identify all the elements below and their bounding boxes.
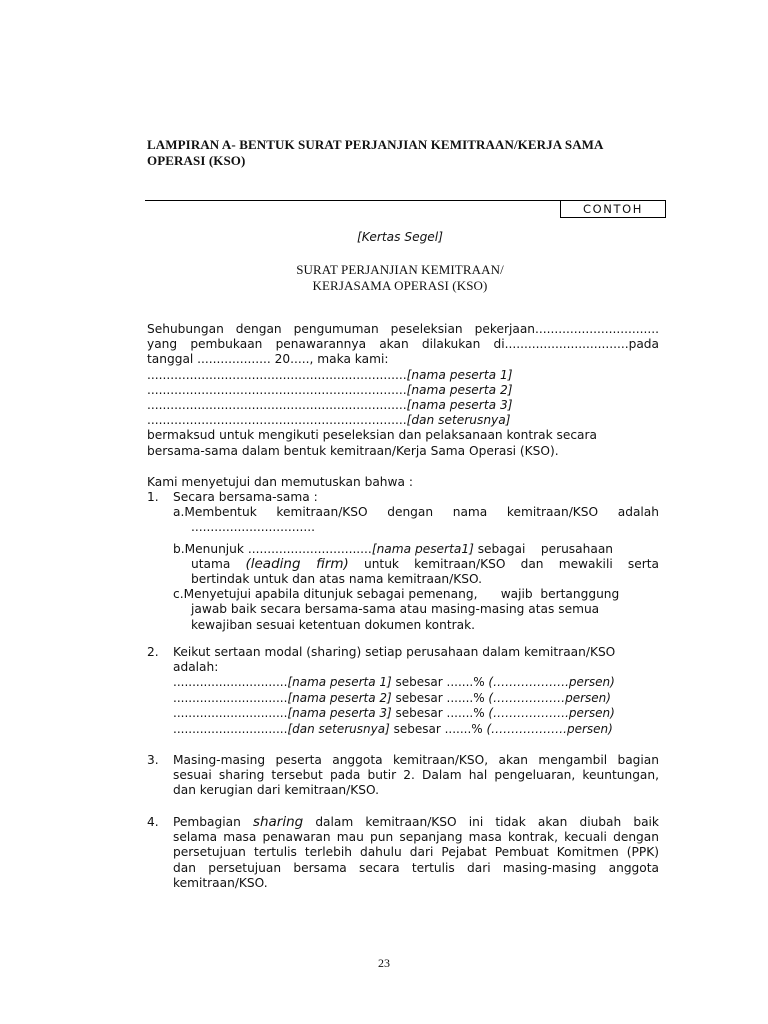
appendix-title-line2: OPERASI (KSO) [147,153,246,168]
participant-label: [dan seterusnya] [406,413,511,428]
item1-b-pre: b.Menunjuk ................................ [173,541,372,556]
item4-italic: sharing [252,814,304,830]
participant-line [147,413,659,428]
participant-label: [nama peserta 3] [406,398,513,413]
intro-line2: yang pembukaan penawarannya akan dilakukan di................................pada [147,337,659,352]
contoh-box: CONTOH [560,200,666,218]
share-label: [nama peserta 1] [287,675,392,690]
share-dots: .............................. [173,706,288,721]
item1-b-post: sebagai perusahaan [473,541,614,556]
participant-label: [nama peserta 2] [406,382,513,397]
item1-b-label: [nama peserta1] [371,541,474,556]
participant-dots: ................................................................... [147,398,407,413]
share-dots: .............................. [173,675,288,690]
appendix-title-line1: LAMPIRAN A- BENTUK SURAT PERJANJIAN KEMITRAAN/KERJA SAMA [147,137,604,152]
item4-number: 4. [147,815,159,829]
share-words: (……………….persen) [482,721,613,736]
document-title-line2: KERJASAMA OPERASI (KSO) [312,278,488,293]
document-title [230,262,570,294]
item3-body [173,753,659,799]
item1-c-line2: jawab baik secara bersama-sama atau masing-masing atas semua [191,602,600,617]
document-title-line1: SURAT PERJANJIAN KEMITRAAN/ [296,262,504,277]
item4-pre: Pembagian [173,815,253,829]
share-line [173,722,659,738]
share-label: [nama peserta 2] [287,690,392,705]
share-line [173,691,659,707]
item3-line2: sesuai sharing tersebut pada butir 2. Dalam hal pengeluaran, keuntungan, [173,768,659,783]
item1-b2-pre: utama [191,556,246,571]
participant-dots: ................................................................... [147,413,407,428]
intro-paragraph [147,322,659,459]
share-label: [nama peserta 3] [287,706,392,721]
item1-text: Secara bersama-sama : [173,490,318,504]
kertas-segel-note: [Kertas Segel] [357,230,443,244]
participant-line [147,383,659,398]
participant-line [147,398,659,413]
share-percent: sebesar .......% [389,721,483,736]
item1-b-line1 [173,542,659,557]
item1-a-line1: a.Membentuk kemitraan/KSO dengan nama kemitraan/KSO adalah [173,505,659,520]
share-words: (……………….persen) [484,675,615,690]
item3-number: 3. [147,753,159,767]
item1-b-line2 [173,557,659,572]
item4-post: dalam kemitraan/KSO ini tidak akan diubah baik [303,815,659,829]
item3-line3: dan kerugian dari kemitraan/KSO. [173,783,379,798]
share-line [173,706,659,722]
item4-body [173,815,659,891]
participant-dots: ................................................................... [147,367,407,382]
item4-line3: persetujuan tertulis terlebih dahulu dari Pejabat Pembuat Komitmen (PPK) [173,845,659,860]
purpose-line2: bersama-sama dalam bentuk kemitraan/Kerja Sama Operasi (KSO). [147,443,559,458]
item4-line1 [173,815,659,830]
share-percent: sebesar .......% [391,706,485,721]
intro-line3: tanggal ................... 20....., maka kami: [147,352,389,367]
item4-line4: dan persetujuan bersama secara tertulis dari masing-masing anggota [173,860,659,875]
participant-dots: ................................................................... [147,382,407,397]
item1-body [173,490,659,633]
participant-label: [nama peserta 1] [406,367,513,382]
item4-line5: kemitraan/KSO. [173,875,268,890]
item1-b2-post: untuk kemitraan/KSO dan mewakili serta [348,556,659,571]
item3-line1: Masing-masing peserta anggota kemitraan/KSO, akan mengambil bagian [173,753,659,767]
item1-a-line2: ................................ [191,520,315,535]
item1-c-line3: kewajiban sesuai ketentuan dokumen kontrak. [191,617,476,632]
share-words: (………………persen) [484,690,611,705]
intro-line1: Sehubungan dengan pengumuman peseleksian pekerjaan................................ [147,322,659,336]
share-percent: sebesar .......% [391,675,485,690]
item1-b-line3: bertindak untuk dan atas nama kemitraan/KSO. [191,572,482,587]
item1-c-line1: c.Menyetujui apabila ditunjuk sebagai pemenang, wajib bertanggung [173,587,620,602]
item2-number: 2. [147,645,159,659]
purpose-line1: bermaksud untuk mengikuti peseleksian dan pelaksanaan kontrak secara [147,428,598,443]
share-percent: sebesar .......% [391,690,485,705]
share-line [173,675,659,691]
item4-line2: selama masa penawaran mau pun sepanjang masa kontrak, kecuali dengan [173,830,659,845]
share-dots: .............................. [173,690,288,705]
participant-line [147,368,659,383]
item1-b2-italic: (leading firm) [245,555,349,572]
share-dots: .............................. [173,721,288,736]
share-words: (……………….persen) [484,706,615,721]
item2-line2: adalah: [173,660,219,675]
appendix-title [147,137,647,169]
agreement-intro: Kami menyetujui dan memutuskan bahwa : [147,475,413,489]
page-number: 23 [378,956,390,970]
item2-body [173,645,659,737]
item2-line1: Keikut sertaan modal (sharing) setiap perusahaan dalam kemitraan/KSO [173,645,616,659]
item1-number: 1. [147,490,159,504]
share-label: [dan seterusnya] [287,721,390,736]
